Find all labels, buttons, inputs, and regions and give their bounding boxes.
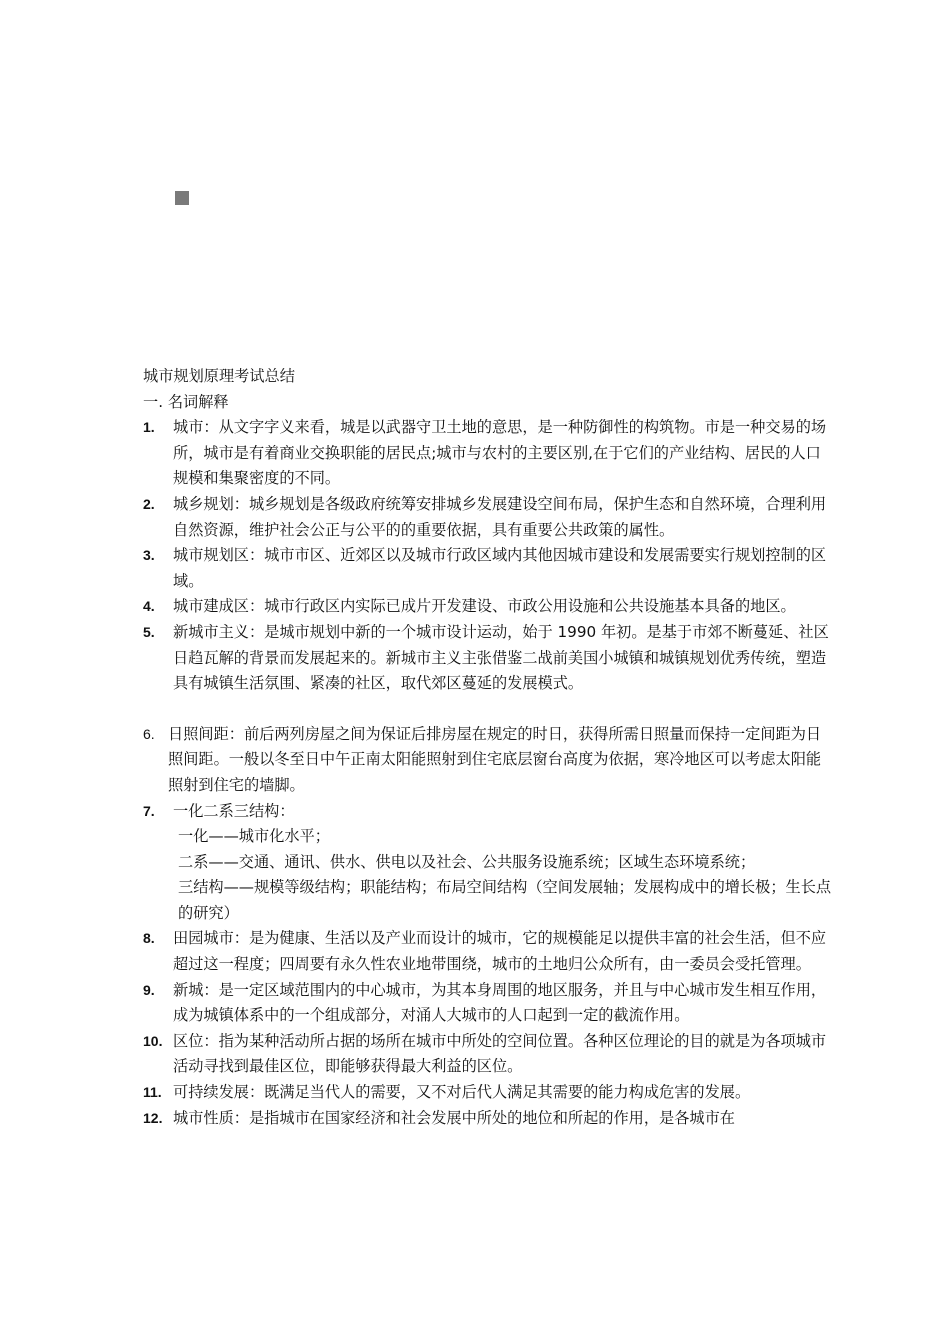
item-text: 一化二系三结构： [173,801,295,820]
item-number: 2. [143,495,155,512]
list-item [143,978,833,1029]
item-number: 11. [143,1084,162,1101]
list-item [143,415,833,492]
document-title: 城市规划原理考试总结 [143,367,295,385]
list-item [143,620,833,697]
list-item [143,1029,833,1080]
sub-item: 三结构——规模等级结构；职能结构；布局空间结构（空间发展轴；发展构成中的增长极；生长点的研究） [178,878,832,922]
item-text: 新城市主义：是城市规划中新的一个城市设计运动，始于 1990 年初。是基于市郊不断蔓延、社区日趋瓦解的背景而发展起来的。新城市主义主张借鉴二战前美国小城镇和城镇规划优秀传统，塑造具有城镇生活氛围、紧凑的社区，取代郊区蔓延的发展模式。 [173,622,829,693]
item-number: 3. [143,547,155,564]
list-item [143,1080,833,1106]
list-item [143,543,833,594]
item-text: 可持续发展：既满足当代人的需要，又不对后代人满足其需要的能力构成危害的发展。 [173,1083,751,1102]
item-number: 7. [143,802,155,819]
square-bullet-icon [175,191,189,205]
item-text: 城乡规划：城乡规划是各级政府统筹安排城乡发展建设空间布局，保护生态和自然环境，合理利用自然资源，维护社会公正与公平的的重要依据，具有重要公共政策的属性。 [173,494,827,539]
list-item [143,926,833,977]
sub-item: 二系——交通、通讯、供水、供电以及社会、公共服务设施系统；区域生态环境系统； [178,852,756,871]
item-text: 田园城市：是为健康、生活以及产业而设计的城市，它的规模能足以提供丰富的社会生活，但不应超过这一程度；四周要有永久性农业地带围绕，城市的土地归公众所有，由一委员会受托管理。 [173,929,827,974]
item-text: 日照间距：前后两列房屋之间为保证后排房屋在规定的时日，获得所需日照量而保持一定间距为日照间距。一般以冬至日中午正南太阳能照射到住宅底层窗台高度为依据，寒冷地区可以考虑太阳能照射到住宅的墙脚。 [168,724,822,794]
item-number: 12. [143,1109,163,1126]
list-item [143,492,833,543]
list-item [143,594,833,620]
item-number: 9. [143,981,155,998]
section-heading: 一. 名词解释 [143,392,229,411]
item-text: 区位：指为某种活动所占据的场所在城市中所处的空间位置。各种区位理论的目的就是为各项城市活动寻找到最佳区位，即能够获得最大利益的区位。 [173,1031,827,1076]
list-item [143,1106,833,1132]
item-number: 4. [143,598,155,615]
item-number: 10. [143,1032,163,1049]
item-text: 城市规划区：城市市区、近郊区以及城市行政区域内其他因城市建设和发展需要实行规划控制的区域。 [173,546,827,590]
sub-item: 一化——城市化水平； [178,827,330,846]
item-number: 1. [143,419,155,436]
item-number: 6. [143,725,155,742]
list-item [143,799,833,927]
item-number: 8. [143,930,155,947]
item-text: 城市性质：是指城市在国家经济和社会发展中所处的地位和所起的作用，是各城市在 [173,1108,735,1127]
item-text: 城市建成区：城市行政区内实际已成片开发建设、市政公用设施和公共设施基本具备的地区。 [173,597,796,616]
item-text: 城市：从文字字义来看，城是以武器守卫土地的意思，是一种防御性的构筑物。市是一种交易的场所，城市是有着商业交换职能的居民点;城市与农村的主要区别,在于它们的产业结构、居民的人口规模和集聚密度的不同。 [173,418,827,488]
paragraph-gap [143,697,833,722]
item-text: 新城：是一定区域范围内的中心城市，为其本身周围的地区服务，并且与中心城市发生相互作用，成为城镇体系中的一个组成部分，对涌人大城市的人口起到一定的截流作用。 [173,980,827,1025]
item-number: 5. [143,623,155,640]
list-item [143,722,833,799]
document-body [143,364,833,1131]
